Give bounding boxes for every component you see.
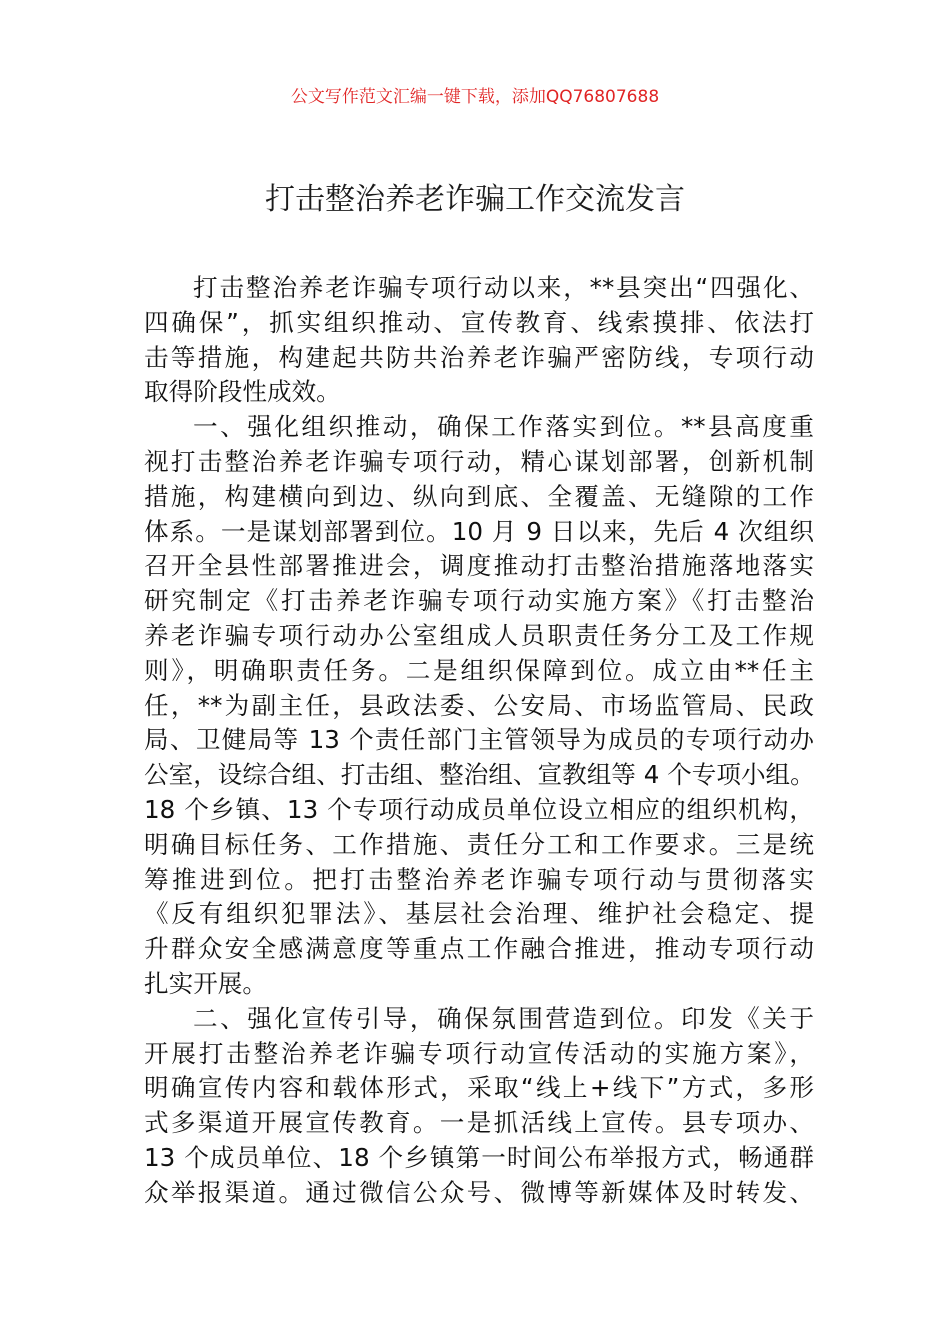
text-line: 明确目标任务、工作措施、责任分工和工作要求。三是统 [144, 829, 814, 859]
text-line: 研究制定《打击养老诈骗专项行动实施方案》《打击整治 [144, 586, 814, 616]
text-line: 视打击整治养老诈骗专项行动，精心谋划部署，创新机制 [144, 446, 814, 476]
text-line: 任，**为副主任，县政法委、公安局、市场监管局、民政 [144, 690, 814, 720]
paragraph-section-1 [144, 410, 814, 1002]
document-title: 打击整治养老诈骗工作交流发言 [265, 182, 685, 217]
text-line: 13 个成员单位、18 个乡镇第一时间公布举报方式，畅通群 [144, 1142, 814, 1172]
text-line: 措施，构建横向到边、纵向到底、全覆盖、无缝隙的工作 [144, 481, 814, 511]
text-line: 局、卫健局等 13 个责任部门主管领导为成员的专项行动办 [144, 725, 814, 755]
text-line: 四确保”，抓实组织推动、宣传教育、线索摸排、依法打 [144, 307, 814, 337]
text-line: 式多渠道开展宣传教育。一是抓活线上宣传。县专项办、 [144, 1108, 814, 1138]
text-line: 召开全县性部署推进会，调度推动打击整治措施落地落实 [144, 551, 814, 581]
section-heading-line: 一、强化组织推动，确保工作落实到位。**县高度重 [193, 412, 814, 442]
text-line: 体系。一是谋划部署到位。10 月 9 日以来，先后 4 次组织 [144, 516, 814, 546]
text-line: 取得阶段性成效。 [144, 377, 341, 407]
text-line: 《反有组织犯罪法》、基层社会治理、维护社会稳定、提 [144, 899, 814, 929]
paragraph-section-2 [144, 1002, 814, 1211]
text-line: 升群众安全感满意度等重点工作融合推进，推动专项行动 [144, 934, 814, 964]
text-line: 筹推进到位。把打击整治养老诈骗专项行动与贯彻落实 [144, 864, 814, 894]
text-line: 则》，明确职责任务。二是组织保障到位。成立由**任主 [144, 655, 814, 685]
text-line: 养老诈骗专项行动办公室组成人员职责任务分工及工作规 [144, 620, 814, 650]
paragraph-intro [144, 271, 814, 410]
text-line: 18 个乡镇、13 个专项行动成员单位设立相应的组织机构， [144, 794, 814, 824]
section-heading-line: 二、强化宣传引导，确保氛围营造到位。印发《关于 [193, 1003, 814, 1033]
text-line: 开展打击整治养老诈骗专项行动宣传活动的实施方案》， [144, 1038, 814, 1068]
text-line: 扎实开展。 [144, 968, 267, 998]
text-line: 明确宣传内容和载体形式，采取“线上+线下”方式，多形 [144, 1073, 814, 1103]
text-line: 众举报渠道。通过微信公众号、微博等新媒体及时转发、 [144, 1177, 814, 1207]
promo-banner: 公文写作范文汇编一键下载，添加QQ76807688 [290, 87, 660, 107]
text-line: 公室，设综合组、打击组、整治组、宣教组等 4 个专项小组。 [144, 760, 815, 790]
document-body [144, 271, 814, 1211]
text-line: 打击整治养老诈骗专项行动以来，**县突出“四强化、 [193, 273, 814, 302]
text-line: 击等措施，构建起共防共治养老诈骗严密防线，专项行动 [144, 342, 814, 372]
